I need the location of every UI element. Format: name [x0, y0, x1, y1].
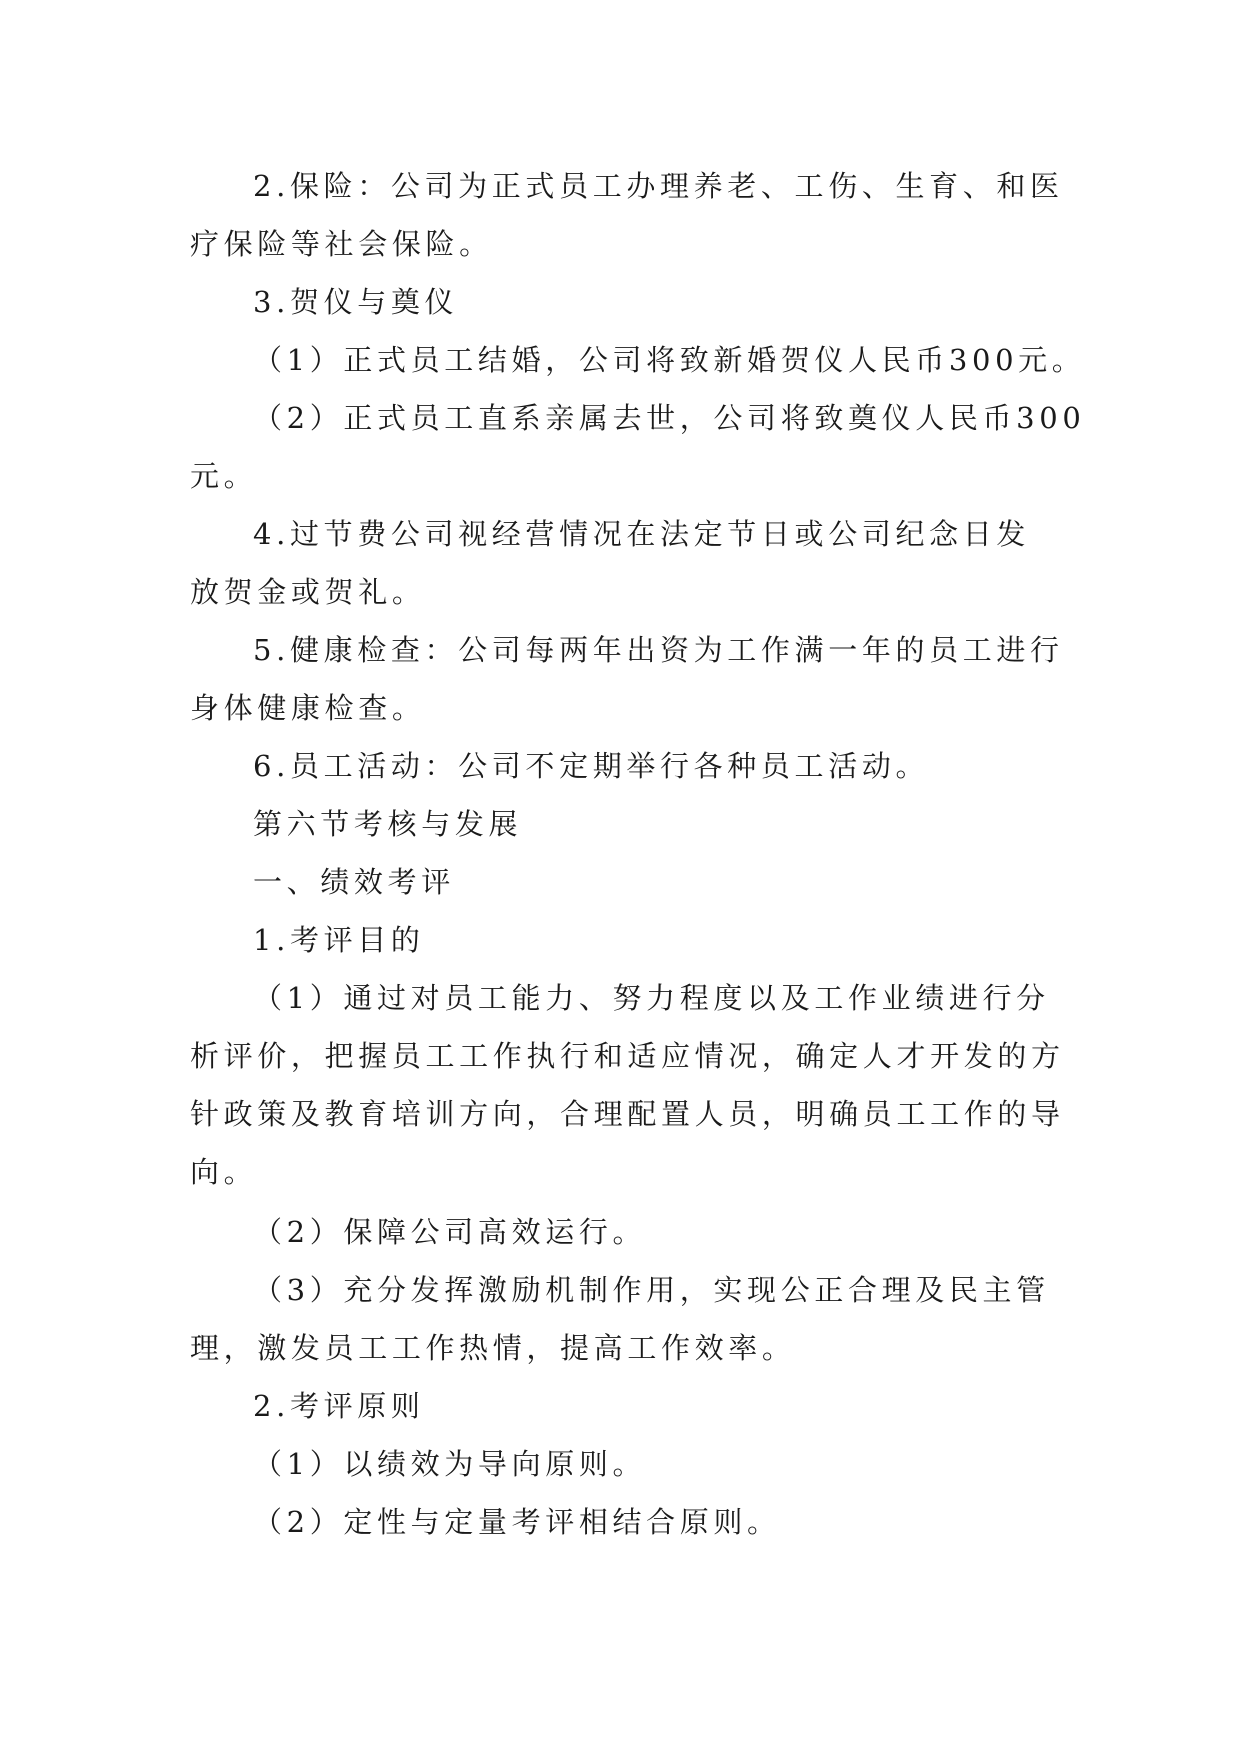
paragraph-line: 6.员工活动：公司不定期举行各种员工活动。 — [253, 749, 930, 783]
paragraph-line: 4.过节费公司视经营情况在法定节日或公司纪念日发 — [253, 517, 1031, 551]
paragraph-line: （1）以绩效为导向原则。 — [253, 1447, 647, 1481]
paragraph-line: 放贺金或贺礼。 — [190, 575, 426, 609]
paragraph-line: 元。 — [190, 459, 258, 493]
paragraph-line: 2.保险：公司为正式员工办理养老、工伤、生育、和医 — [253, 169, 1064, 203]
paragraph-line: 针政策及教育培训方向，合理配置人员，明确员工工作的导 — [190, 1097, 1065, 1131]
section-heading: 第六节考核与发展 — [253, 807, 523, 841]
paragraph-line: （2）正式员工直系亲属去世，公司将致奠仪人民币300 — [253, 401, 1086, 435]
paragraph-line: 疗保险等社会保险。 — [190, 227, 493, 261]
paragraph-line: 析评价，把握员工工作执行和适应情况，确定人才开发的方 — [190, 1039, 1065, 1073]
paragraph-line: （2）保障公司高效运行。 — [253, 1215, 647, 1249]
paragraph-line: 向。 — [190, 1155, 258, 1189]
paragraph-line: 3.贺仪与奠仪 — [253, 285, 459, 319]
paragraph-line: 5.健康检查：公司每两年出资为工作满一年的员工进行 — [253, 633, 1064, 667]
subsection-heading: 一、绩效考评 — [253, 865, 455, 899]
paragraph-line: （3）充分发挥激励机制作用，实现公正合理及民主管 — [253, 1273, 1050, 1307]
paragraph-line: （1）通过对员工能力、努力程度以及工作业绩进行分 — [253, 981, 1050, 1015]
paragraph-line: 2.考评原则 — [253, 1389, 425, 1423]
paragraph-line: 1.考评目的 — [253, 923, 425, 957]
paragraph-line: （2）定性与定量考评相结合原则。 — [253, 1505, 781, 1539]
paragraph-line: 理，激发员工工作热情，提高工作效率。 — [190, 1331, 796, 1365]
paragraph-line: 身体健康检查。 — [190, 691, 426, 725]
paragraph-line: （1）正式员工结婚，公司将致新婚贺仪人民币300元。 — [253, 343, 1086, 377]
